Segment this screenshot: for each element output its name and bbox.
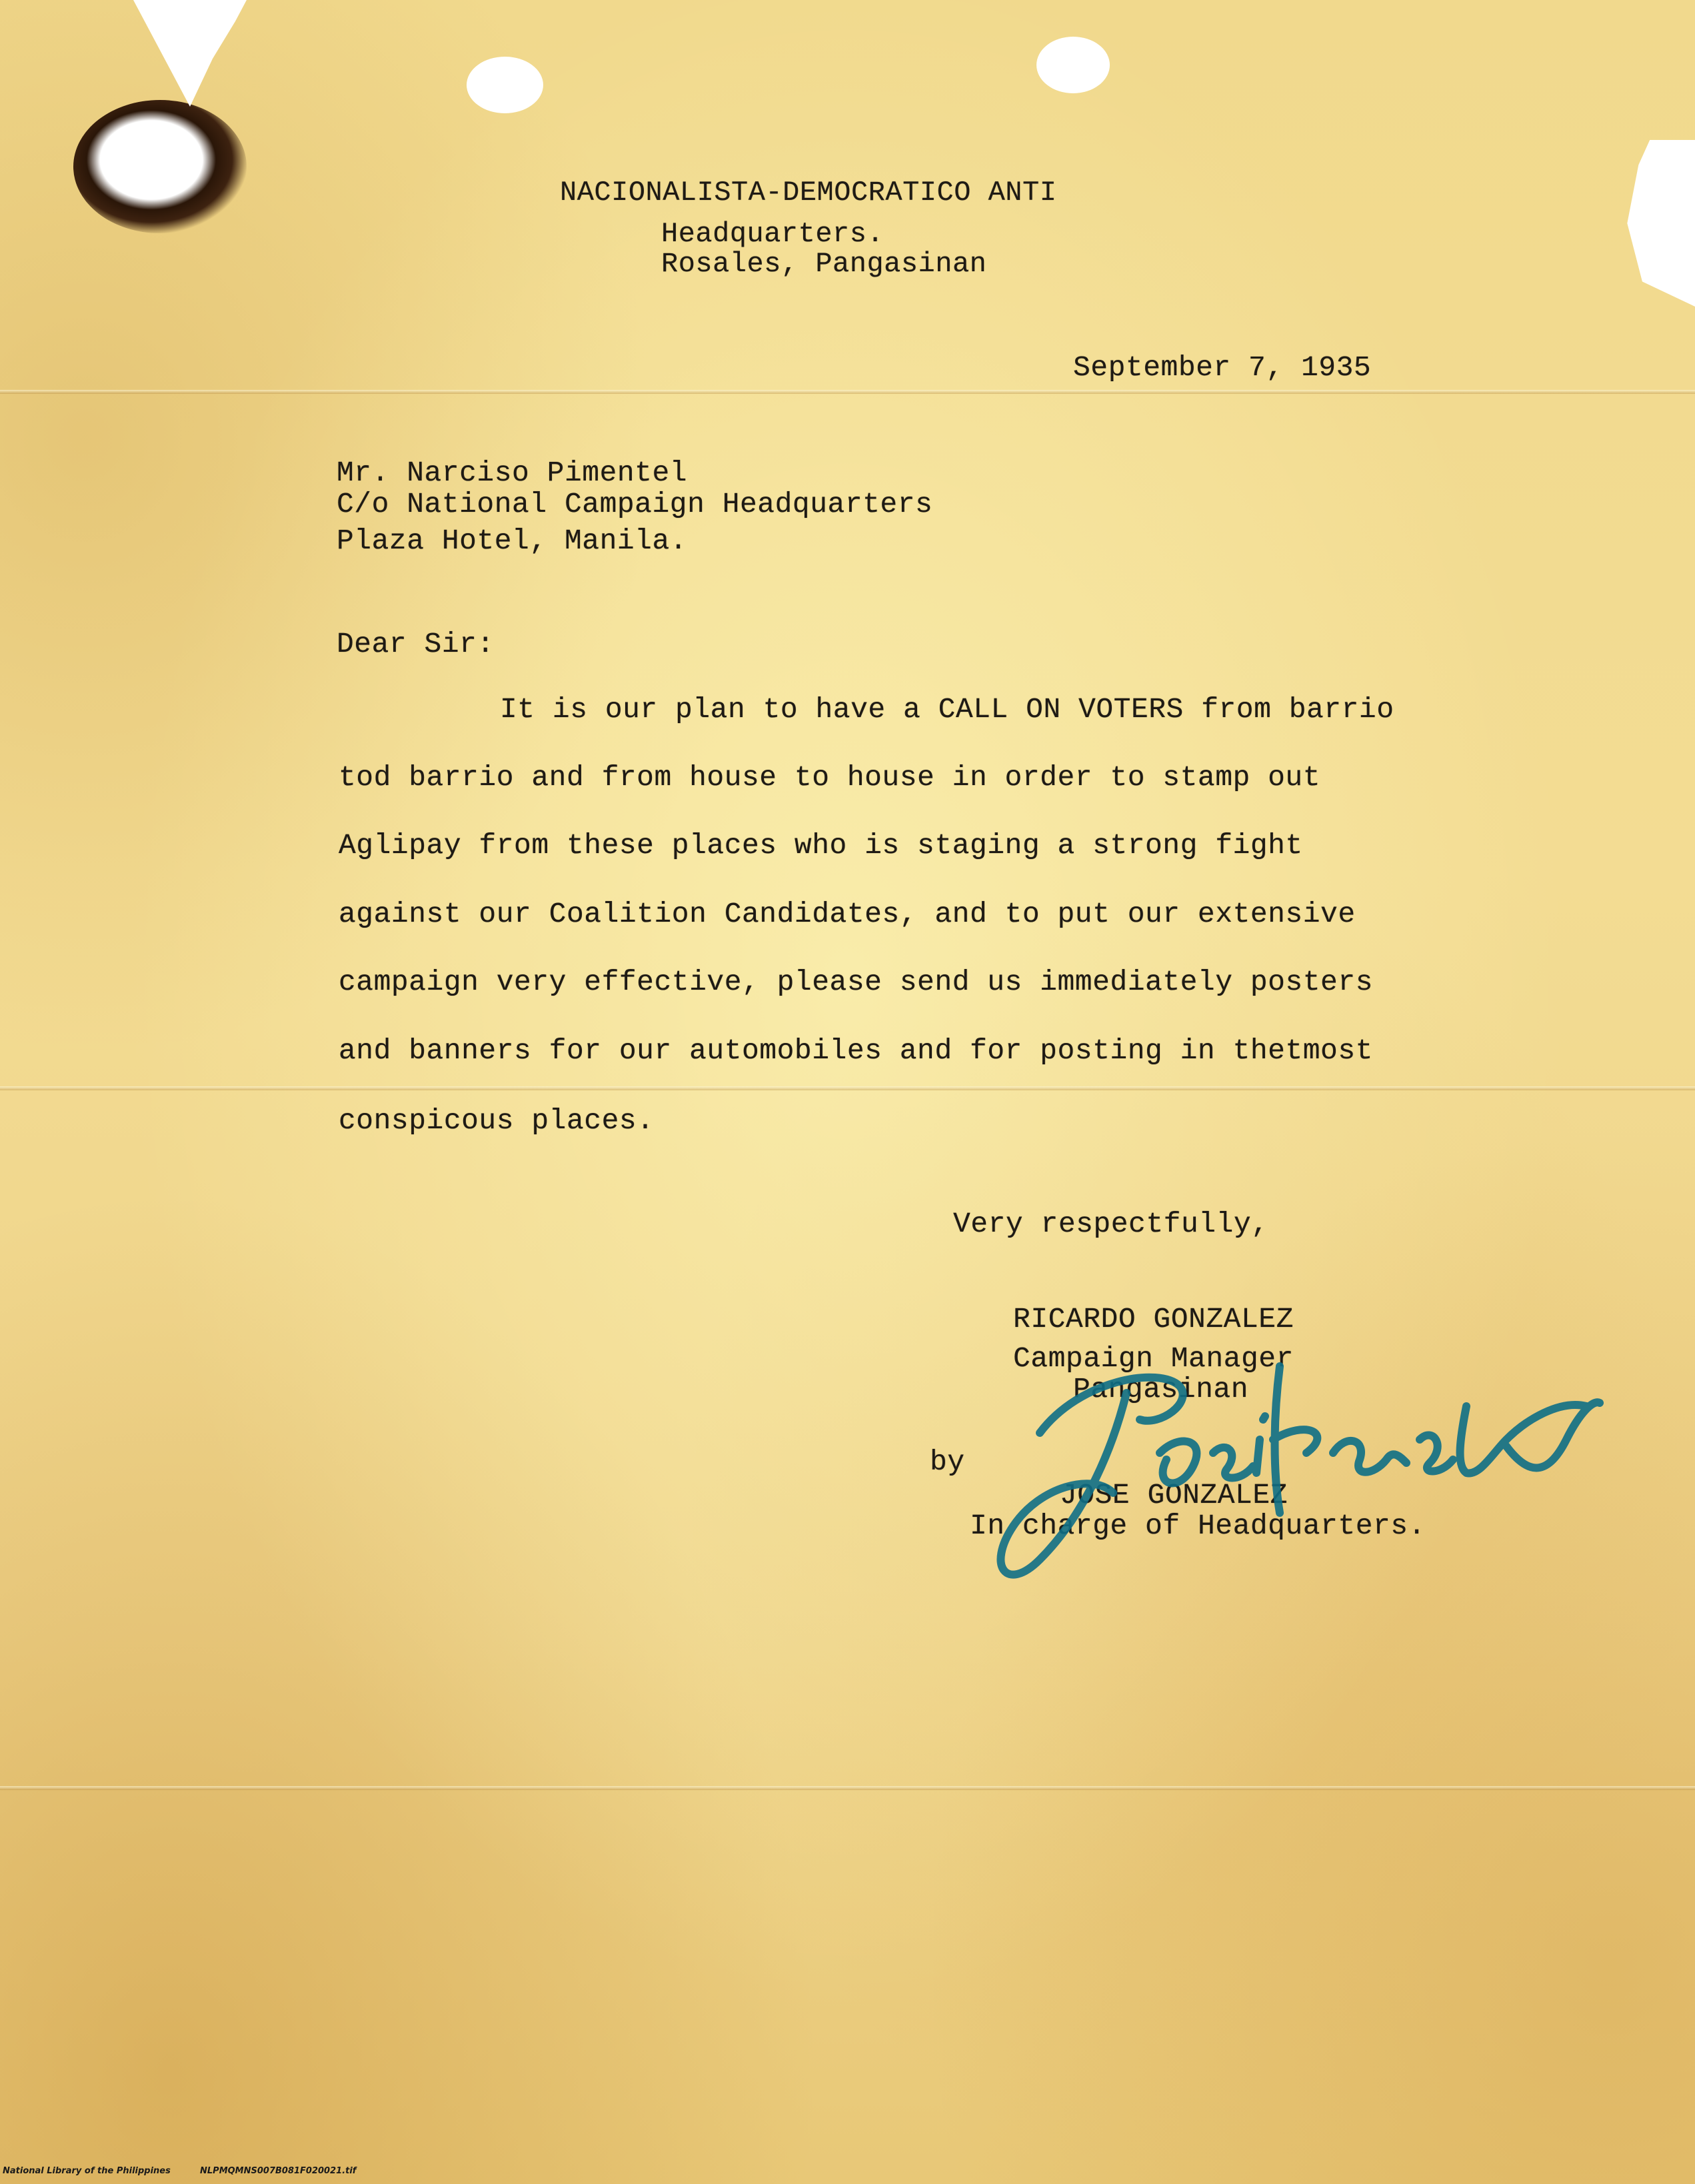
archive-credit: National Library of the Philippines <box>3 2166 171 2176</box>
body-line: and banners for our automobiles and for posting in thetmost <box>339 1034 1373 1067</box>
letterhead-address: Rosales, Pangasinan <box>661 248 987 280</box>
signatory-name: RICARDO GONZALEZ <box>1013 1303 1294 1336</box>
body-line: Aglipay from these places who is staging a strong fight <box>339 829 1303 862</box>
fold-line <box>0 1786 1695 1790</box>
recipient-name: Mr. Narciso Pimentel <box>337 457 688 489</box>
agent-title: In charge of Headquarters. <box>970 1510 1426 1542</box>
handwritten-signature <box>960 1340 1613 1620</box>
torn-edge <box>1620 140 1695 307</box>
torn-edge <box>133 0 247 107</box>
signatory-province: Pangasinan <box>1073 1373 1249 1406</box>
punch-hole <box>467 57 543 113</box>
body-line: It is our plan to have a CALL ON VOTERS from barrio <box>500 693 1394 726</box>
body-line: tod barrio and from house to house in order to stamp out <box>339 761 1321 794</box>
closing: Very respectfully, <box>953 1208 1269 1240</box>
letterhead-organization: NACIONALISTA-DEMOCRATICO ANTI <box>560 177 1057 209</box>
letter-date: September 7, 1935 <box>1073 351 1372 384</box>
letterhead-office: Headquarters. <box>661 218 884 250</box>
punch-hole <box>1036 37 1110 93</box>
body-line: against our Coalition Candidates, and to put our extensive <box>339 898 1356 930</box>
recipient-address: Plaza Hotel, Manila. <box>337 525 688 557</box>
fold-line <box>0 1086 1695 1090</box>
file-identifier: NLPMQMNS007B081F020021.tif <box>200 2166 357 2176</box>
burn-hole <box>73 100 247 233</box>
salutation: Dear Sir: <box>337 628 495 660</box>
body-line: campaign very effective, please send us immediately posters <box>339 966 1373 998</box>
signatory-title: Campaign Manager <box>1013 1342 1294 1375</box>
signatory-by: by <box>930 1446 965 1478</box>
recipient-care-of: C/o National Campaign Headquarters <box>337 488 933 521</box>
agent-name: JOSE GONZALEZ <box>1060 1479 1288 1512</box>
body-line: conspicous places. <box>339 1104 655 1137</box>
fold-line <box>0 390 1695 394</box>
